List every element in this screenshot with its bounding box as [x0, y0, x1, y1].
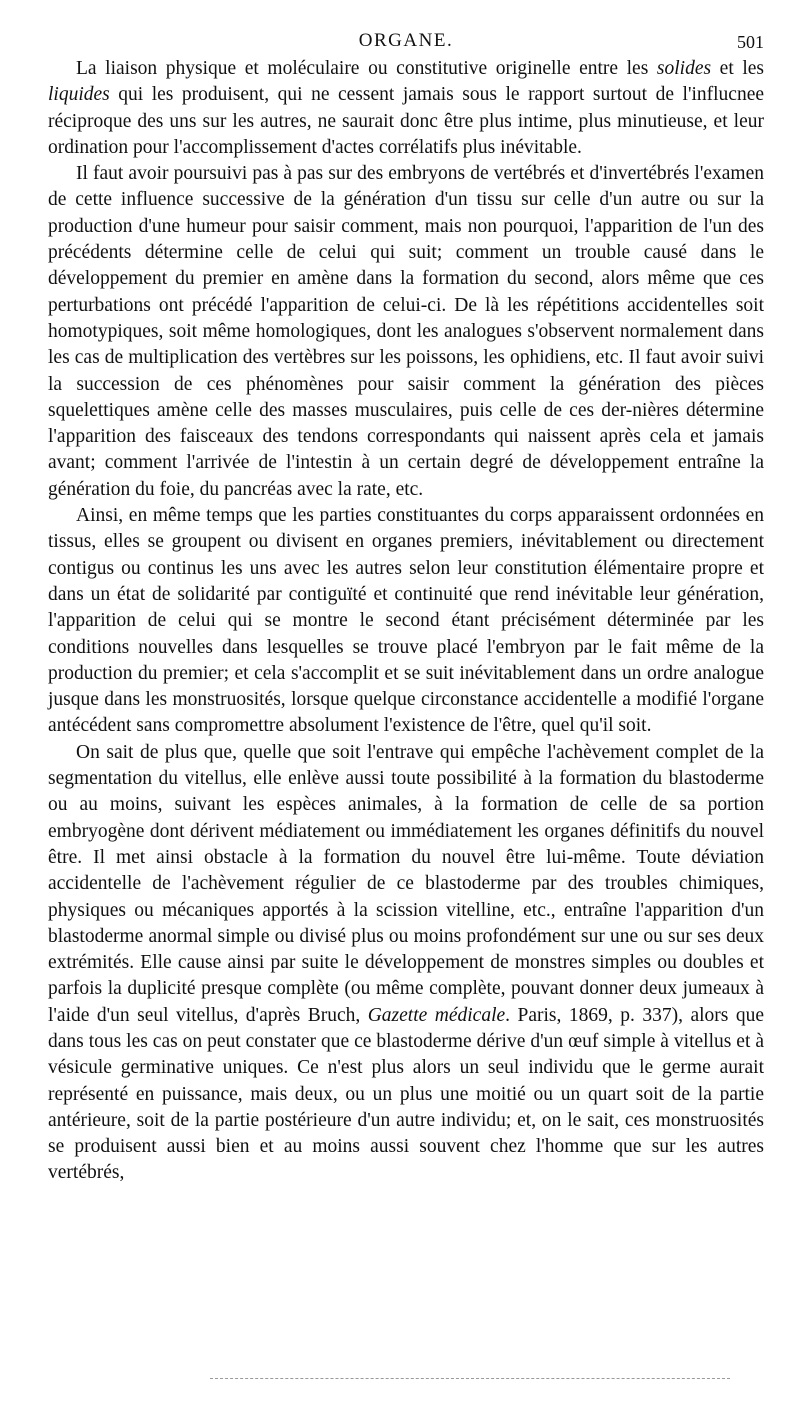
running-title: ORGANE. [358, 30, 454, 51]
italic-run: liquides [48, 84, 110, 106]
paragraph [48, 740, 764, 1187]
paragraph [48, 56, 764, 161]
text-run: Il faut avoir poursuivi pas à pas sur des embryons de vertébrés et d'invertébrés l'examen de cette influence successive de la génération d'un tissu sur celle d'un autre ou sur la production d'une humeur pour saisir comment, mais non pourquoi, l'apparition de l'un des précédents détermine celle de celui qui suit; comment un trouble causé dans le développement du premier en amène dans la formation du second, alors même que ces perturbations ont précédé l'apparition de celui-ci. De là les répétitions accidentelles soit homotypiques, soit même homologiques, dont les analogues s'observent normalement dans les cas de multiplication des vertèbres sur les poissons, les ophidiens, etc. Il faut avoir suivi la succession de ces phénomènes pour saisir comment la génération des pièces squelettiques amène celle des masses musculaires, puis celle de ces der-nières détermine l'apparition des faisceaux des tendons correspondants qui naissent après cela et jamais avant; comment l'arrivée de l'intestin à un certain degré de développement entraîne la génération du foie, du pancréas avec la rate, etc. [48, 163, 764, 500]
paragraph [48, 161, 764, 503]
footer-rule [210, 1378, 730, 1379]
italic-run: solides [656, 58, 712, 79]
italic-run: Gazette médicale [367, 1004, 506, 1026]
text-run: et les [711, 58, 764, 79]
book-page [48, 24, 764, 1187]
text-run: . Paris, 1869, p. 337), alors que dans tous les cas on peut constater que ce blastoderme dérive d'un œuf simple à vitellus et à vésicule germinative uniques. Ce n'est plus alors un seul individu que le germe aurait représenté en puissance, mais deux, ou un plus une moitié ou un quart soit de la partie antérieure, soit de la partie postérieure d'un autre individu; et, on le sait, ces monstruosités se produisent aussi bien et au moins aussi souvent chez l'homme que sur les autres vertébrés, [48, 1004, 764, 1184]
body-text [48, 56, 764, 1187]
paragraph [48, 503, 764, 740]
page-number: 501 [737, 32, 764, 52]
text-run: On sait de plus que, quelle que soit l'entrave qui empêche l'achèvement complet de la segmentation du vitellus, elle enlève aussi toute possibilité à la formation du blastoderme ou au moins, suivant les espèces animales, à la formation de celle de sa portion embryogène dont dérivent médiatement ou immédiatement les organes définitifs du nouvel être. Il met ainsi obstacle à la formation du nouvel être lui-même. Toute déviation accidentelle de l'achèvement régulier de ce blastoderme par des troubles chimiques, physiques ou mécaniques apportés à la scission vitelline, etc., entraîne l'apparition d'un blastoderme anormal simple ou divisé plus ou moins profondément sur une ou sur ses deux extrémités. Elle cause ainsi par suite le développement de monstres simples ou doubles et parfois la duplicité presque complète (ou même complète, pouvant donner deux jumeaux à l'aide d'un seul vitellus, d'après Bruch, [48, 741, 764, 1026]
text-run: La liaison physique et moléculaire ou constitutive originelle entre les [76, 58, 657, 79]
text-run: Ainsi, en même temps que les parties constituantes du corps apparaissent ordonnées en tissus, elles se groupent ou divisent en organes premiers, inévitablement ou directement contigus ou continus les uns avec les autres selon leur constitution élémentaire propre et dans un état de solidarité par contiguïté et continuité que rend inévitable leur génération, l'apparition de celui qui se montre le second étant précisément déterminée par les conditions nouvelles dans lesquelles se trouve placé l'embryon par le fait même de la production du premier; et cela s'accomplit et se suit inévitablement dans un ordre analogue jusque dans les monstruosités, lorsque quelque circonstance accidentelle a modifié l'organe antécédent sans compromettre absolument l'existence de l'être, quel qu'il soit. [48, 505, 764, 737]
running-head [48, 24, 764, 56]
text-run: qui les produisent, qui ne cessent jamais sous le rapport surtout de l'influcnee réciproque des uns sur les autres, ne saurait donc être plus intime, plus minutieuse, et leur ordination pour l'accomplissement d'actes corrélatifs plus inévitable. [48, 84, 764, 158]
